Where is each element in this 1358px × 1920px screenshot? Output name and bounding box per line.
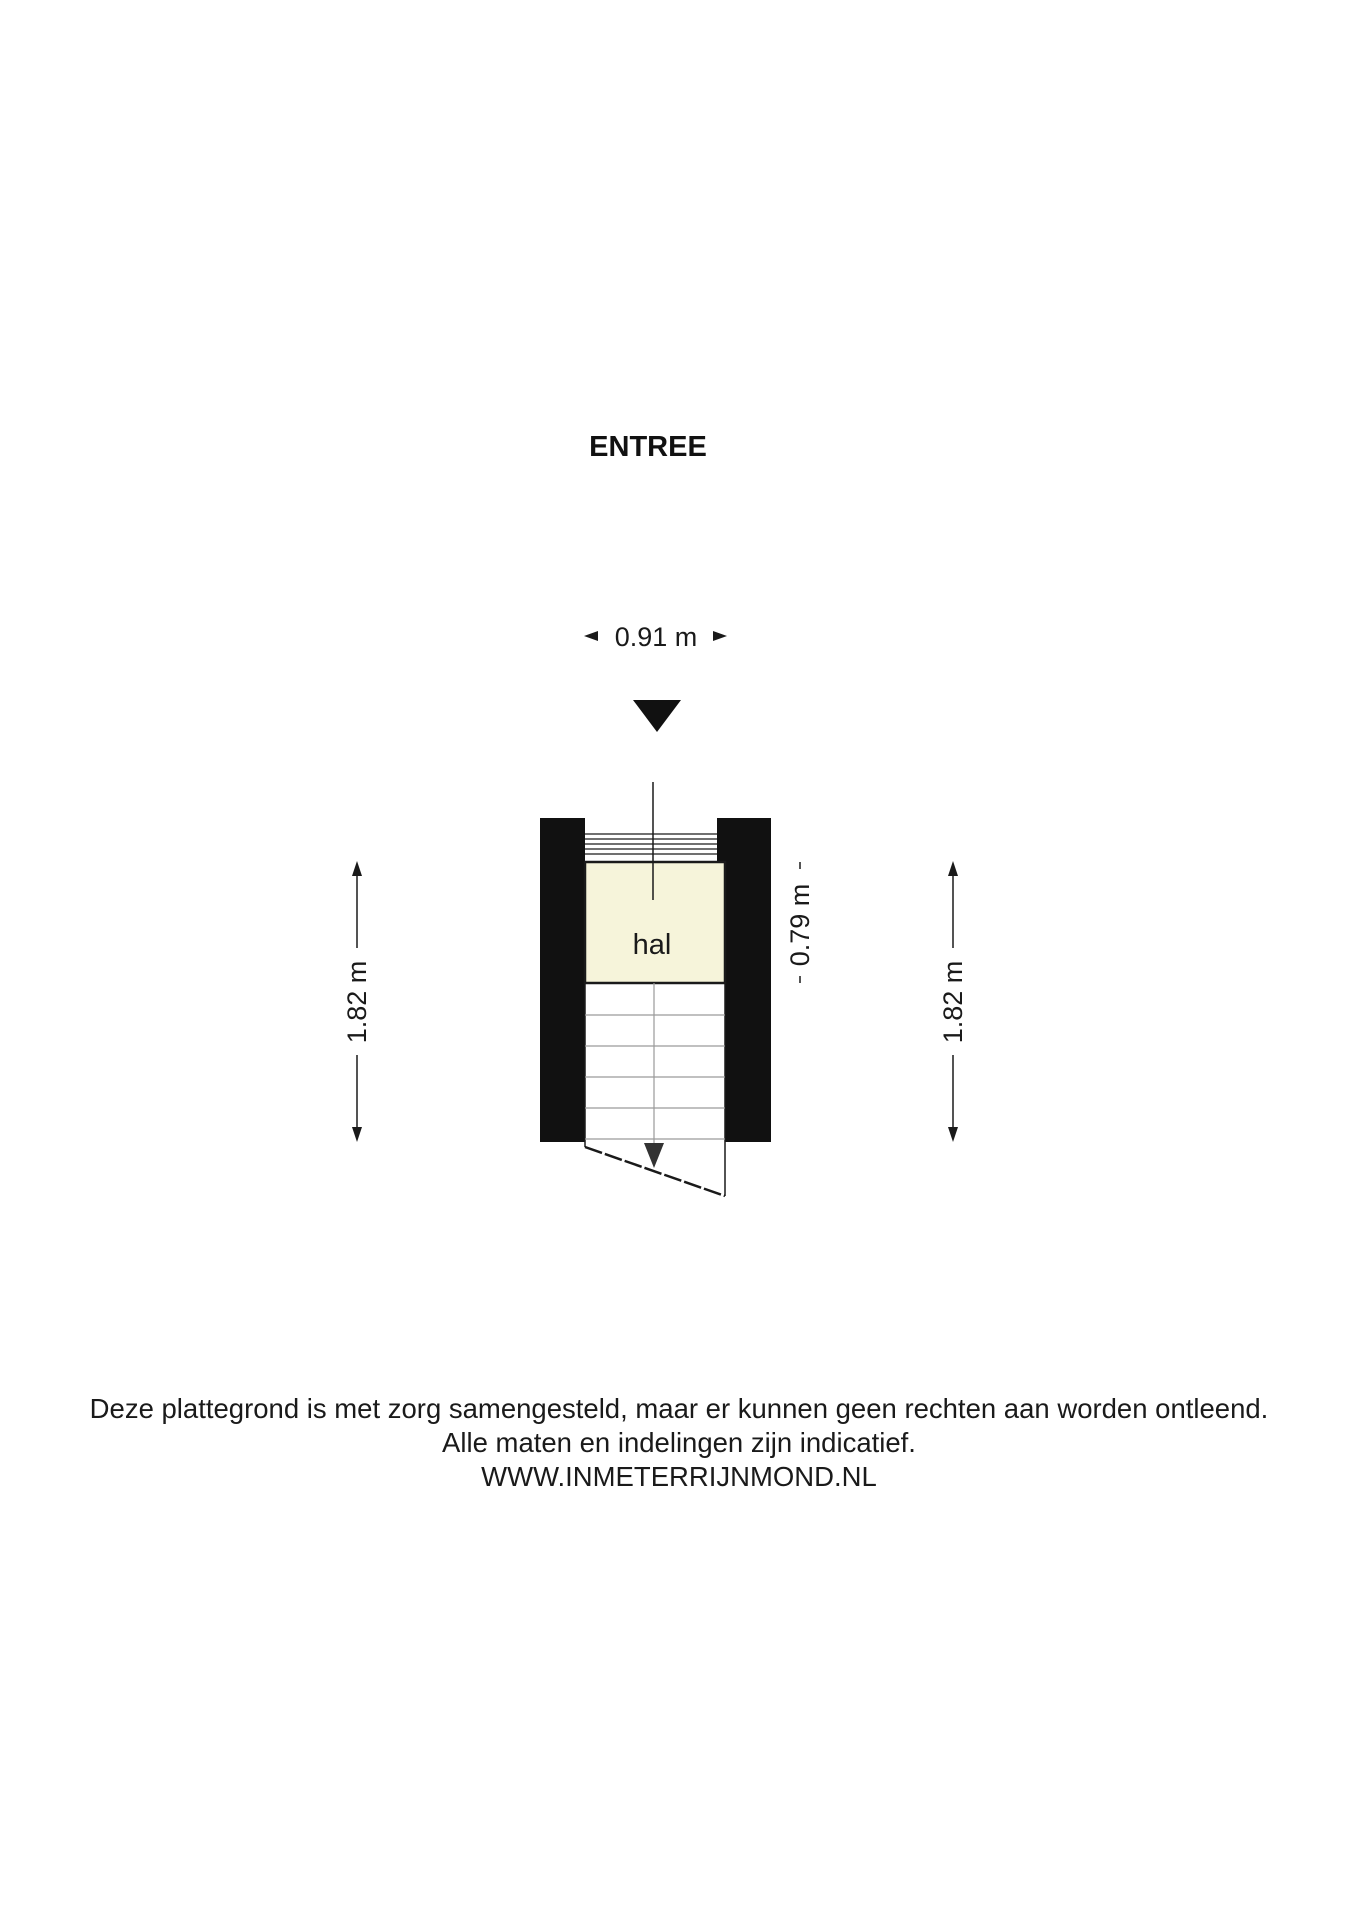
- website-url: WWW.INMETERRIJNMOND.NL: [481, 1461, 877, 1492]
- dimension-arrow-icon: [948, 861, 958, 876]
- disclaimer-line-2: Alle maten en indelingen zijn indicatief.: [442, 1427, 916, 1458]
- dimension-arrow-icon: [948, 1127, 958, 1142]
- right-wall-upper: [717, 818, 771, 862]
- left-height-dimension: [342, 861, 372, 1142]
- right-wall-lower: [725, 862, 771, 1142]
- inner-height-dimension: [785, 862, 815, 983]
- disclaimer-line-1: Deze plattegrond is met zorg samengesteld, maar er kunnen geen rechten aan worden ontleend.: [89, 1393, 1269, 1424]
- top-width-label: 0.91 m: [614, 622, 698, 652]
- stair-direction-arrow-icon: [644, 1143, 664, 1168]
- right-height-dimension: [938, 861, 968, 1142]
- room-hal: [585, 862, 725, 983]
- right-height-label: 1.82 m: [938, 960, 968, 1044]
- floor-title: ENTREE: [589, 431, 707, 463]
- room-label-hal: hal: [632, 929, 672, 961]
- dimension-arrow-icon: [352, 861, 362, 876]
- top-width-dimension: [584, 622, 727, 652]
- disclaimer: [0, 1392, 1358, 1494]
- dimension-arrow-icon: [352, 1127, 362, 1142]
- threshold: [585, 834, 717, 854]
- left-height-label: 1.82 m: [342, 960, 372, 1044]
- staircase: [585, 983, 725, 1196]
- dimension-arrow-icon: [713, 631, 727, 641]
- left-wall: [540, 818, 585, 1142]
- inner-height-label: 0.79 m: [785, 883, 815, 967]
- dimension-arrow-icon: [584, 631, 598, 641]
- entrance-arrow-icon: [633, 700, 681, 732]
